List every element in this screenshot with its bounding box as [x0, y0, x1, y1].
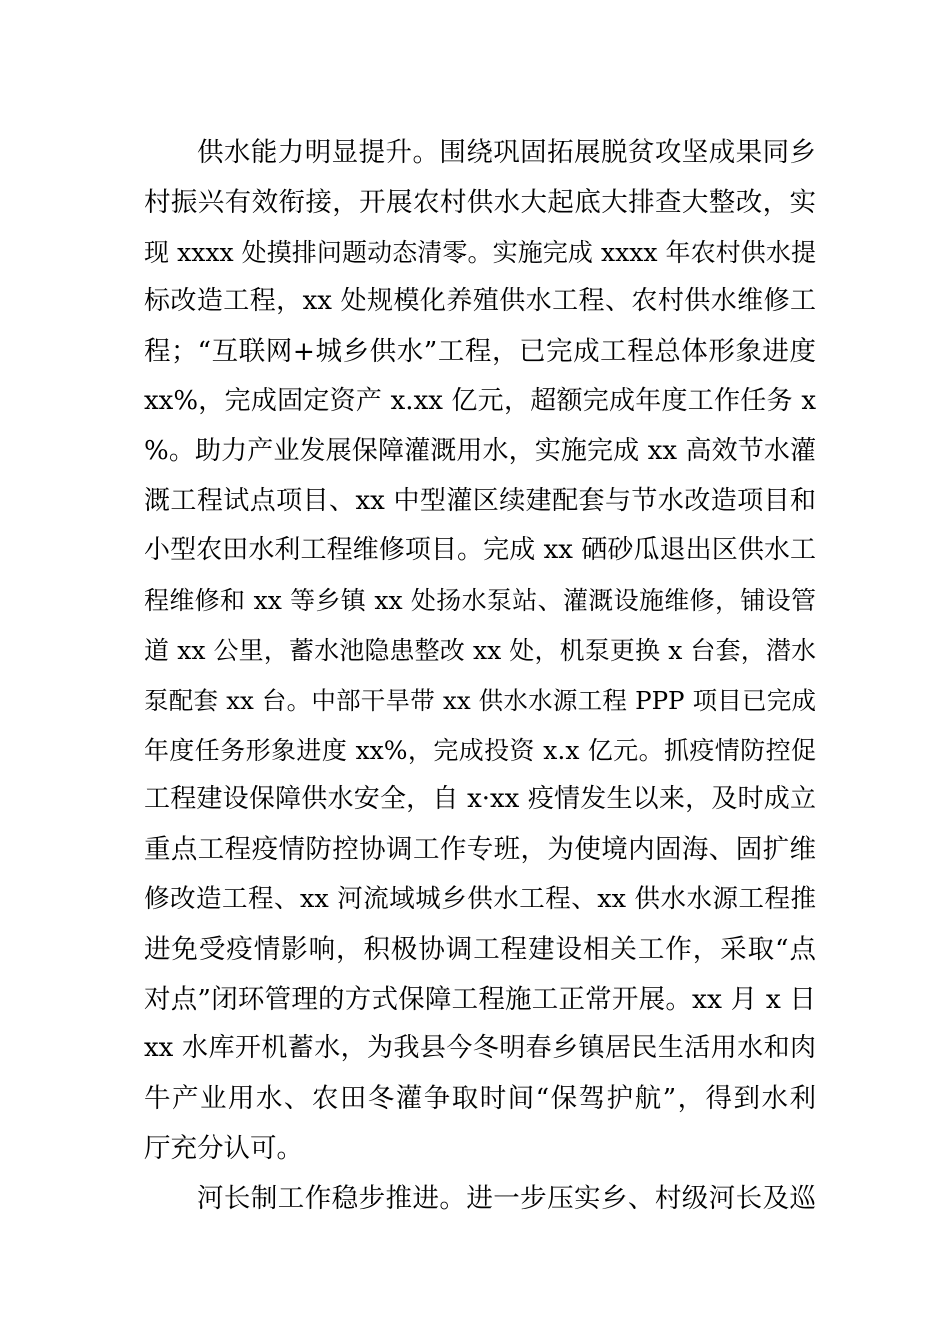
text-line: 牛产业用水、农田冬灌争取时间“保驾护航”，得到水利	[144, 1083, 816, 1115]
text-line: 进免受疫情影响，积极协调工程建设相关工作，采取“点	[144, 933, 816, 965]
text-line: 道 xx 公里，蓄水池隐患整改 xx 处，机泵更换 x 台套，潜水	[144, 635, 816, 665]
body-text	[144, 128, 816, 1224]
text-line: 供水能力明显提升。围绕巩固拓展脱贫攻坚成果同乡	[197, 137, 816, 168]
text-line: 溉工程试点项目、xx 中型灌区续建配套与节水改造项目和	[144, 485, 816, 516]
paragraph-water-supply	[144, 128, 816, 1174]
text-line: 标改造工程，xx 处规模化养殖供水工程、农村供水维修工	[144, 286, 816, 317]
text-line: 对点”闭环管理的方式保障工程施工正常开展。xx 月 x 日	[144, 983, 816, 1015]
text-line: 现 xxxx 处摸排问题动态清零。实施完成 xxxx 年农村供水提	[144, 237, 816, 267]
text-line: 程维修和 xx 等乡镇 xx 处扬水泵站、灌溉设施维修，铺设管	[144, 586, 816, 616]
text-line: 小型农田水利工程维修项目。完成 xx 硒砂瓜退出区供水工	[144, 535, 816, 566]
text-line: 工程建设保障供水安全，自 x·xx 疫情发生以来，及时成立	[144, 784, 816, 815]
text-line: xx%，完成固定资产 x.xx 亿元，超额完成年度工作任务 x	[144, 385, 816, 416]
text-line: 程；“互联网+城乡供水”工程，已完成工程总体形象进度	[144, 336, 816, 368]
text-line: 泵配套 xx 台。中部干旱带 xx 供水水源工程 PPP 项目已完成	[144, 685, 816, 715]
text-line: 村振兴有效衔接，开展农村供水大起底大排查大整改，实	[144, 186, 816, 218]
text-line: %。助力产业发展保障灌溉用水，实施完成 xx 高效节水灌	[144, 435, 816, 466]
text-line: 厅充分认可。	[144, 1132, 303, 1164]
paragraph-river-chief	[144, 1174, 816, 1224]
text-line: 年度任务形象进度 xx%，完成投资 x.x 亿元。抓疫情防控促	[144, 735, 816, 765]
text-line: 重点工程疫情防控协调工作专班，为使境内固海、固扩维	[144, 834, 816, 866]
text-line: 河长制工作稳步推进。进一步压实乡、村级河长及巡	[197, 1182, 816, 1214]
text-line: xx 水库开机蓄水，为我县今冬明春乡镇居民生活用水和肉	[144, 1033, 816, 1064]
text-line: 修改造工程、xx 河流域城乡供水工程、xx 供水水源工程推	[144, 883, 816, 914]
